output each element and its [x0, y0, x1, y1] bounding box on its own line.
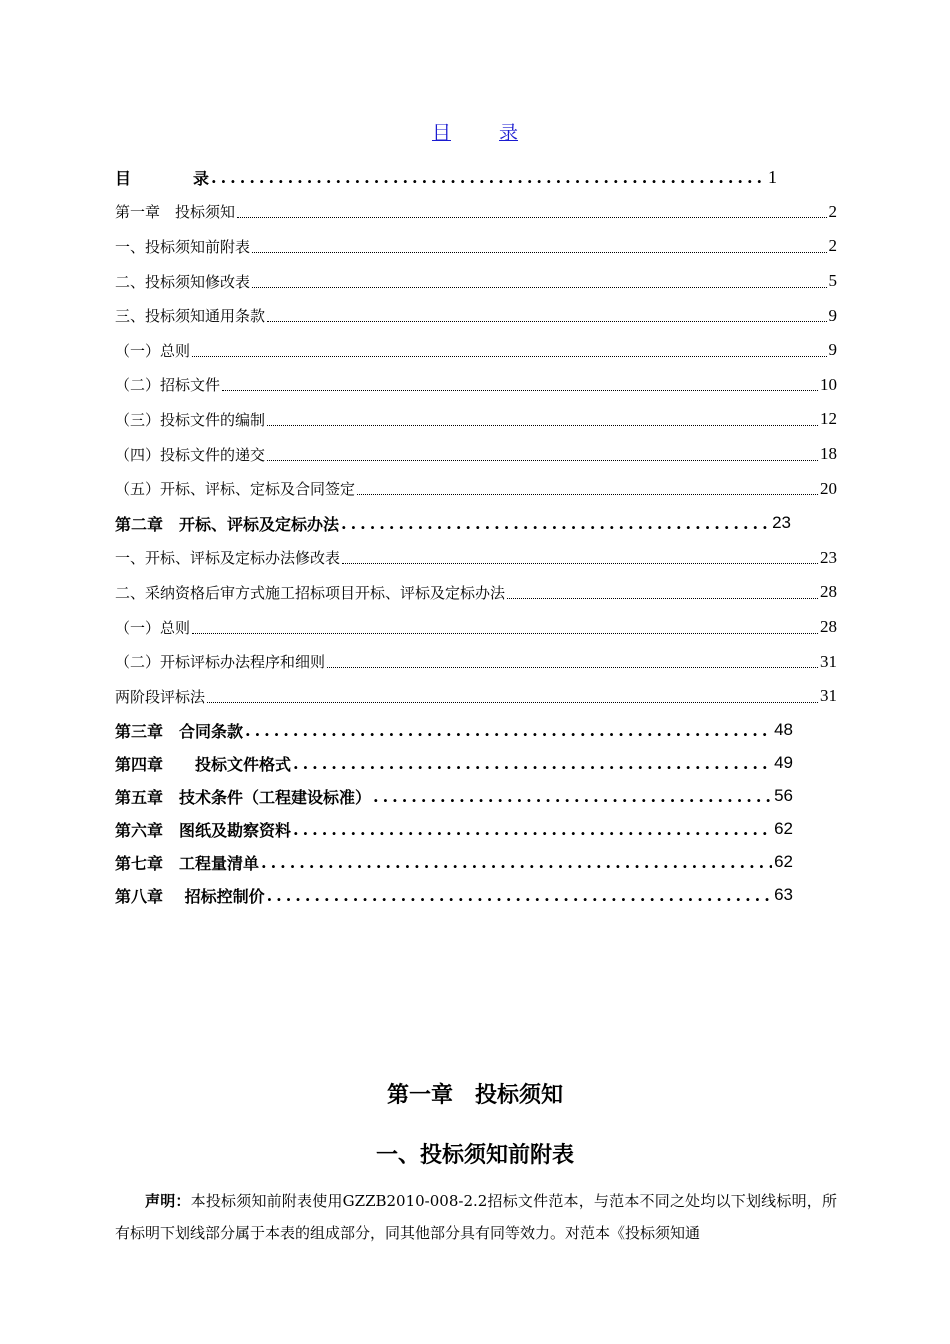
toc-entry-page: 49 [774, 753, 793, 772]
toc-entry-label: （一）总则 [115, 341, 191, 360]
toc-entry[interactable] [115, 610, 837, 645]
toc-leader [252, 287, 826, 288]
toc-entry-label: （一）总则 [115, 618, 191, 637]
toc-entry-label: （二）开标评标办法程序和细则 [115, 653, 326, 672]
toc-entry-label: 一、开标、评标及定标办法修改表 [115, 549, 341, 568]
toc-entry-page: 63 [774, 885, 793, 904]
toc-entry-label: （四）投标文件的递交 [115, 445, 266, 464]
toc-entry-label: 第三章 合同条款 [115, 721, 244, 741]
toc-leader [267, 425, 818, 426]
toc-entry-chapter-1[interactable] [115, 195, 837, 230]
toc-entry-label: 第八章 招标控制价 [115, 886, 265, 906]
toc-leader [192, 356, 826, 357]
toc-entry-label: 二、投标须知修改表 [115, 272, 251, 291]
toc-entry-page: 23 [772, 513, 791, 533]
toc-entry-chapter-8[interactable] [115, 879, 793, 912]
toc-leader [327, 667, 818, 668]
toc-entry-label: 二、采纳资格后审方式施工招标项目开标、评标及定标办法 [115, 583, 506, 602]
toc-entry-page: 28 [820, 617, 837, 637]
toc-entry-page: 9 [828, 340, 837, 360]
toc-entry[interactable] [115, 229, 837, 264]
table-of-contents [115, 160, 837, 912]
toc-entry-page: 62 [774, 852, 793, 871]
toc-entry-page: 56 [774, 786, 793, 805]
toc-entry[interactable] [115, 298, 837, 333]
toc-entry-label: 录 [193, 168, 210, 188]
toc-leader [261, 853, 772, 872]
toc-leader [507, 598, 818, 599]
toc-entry[interactable] [115, 575, 837, 610]
toc-leader [207, 702, 818, 703]
toc-leader [293, 820, 772, 839]
toc-entry-chapter-7[interactable] [115, 846, 793, 879]
paragraph-lead: 声明： [145, 1192, 191, 1210]
toc-entry-page: 18 [820, 444, 837, 464]
toc-entry[interactable] [115, 264, 837, 299]
toc-title [0, 118, 950, 145]
toc-leader [267, 460, 818, 461]
toc-entry-label: 第五章 技术条件（工程建设标准） [115, 787, 372, 807]
toc-entry-chapter-4[interactable] [115, 747, 793, 780]
toc-entry-page: 62 [774, 819, 793, 838]
toc-entry-page: 12 [820, 409, 837, 429]
toc-entry-label: 目 [115, 168, 132, 188]
paragraph-text: 本投标须知前附表使用GZZB2010-008-2.2招标文件范本，与范本不同之处均以下划线标明，所有标明下划线部分属于本表的组成部分，同其他部分具有同等效力。对范本《投标须知通 [115, 1192, 837, 1242]
toc-leader [211, 168, 766, 187]
toc-entry-label: （三）投标文件的编制 [115, 410, 266, 429]
toc-entry-page: 20 [820, 478, 837, 498]
toc-entry-label: 一、投标须知前附表 [115, 237, 251, 256]
toc-entry[interactable] [115, 644, 837, 679]
toc-leader [373, 787, 772, 806]
toc-entry-page: 28 [820, 582, 837, 602]
toc-leader [342, 563, 818, 564]
toc-entry-chapter-5[interactable] [115, 780, 793, 813]
toc-leader [192, 633, 818, 634]
toc-entry[interactable] [115, 679, 837, 714]
toc-leader [222, 390, 818, 391]
toc-entry-page: 31 [820, 686, 837, 706]
toc-entry-label: 第四章 投标文件格式 [115, 754, 292, 774]
toc-entry[interactable] [115, 471, 837, 506]
toc-entry-page: 10 [820, 374, 837, 394]
toc-leader [245, 721, 772, 740]
toc-entry-contents[interactable] [115, 160, 777, 195]
toc-entry-label: 两阶段评标法 [115, 687, 206, 706]
body-paragraph [115, 1185, 837, 1249]
toc-entry-label: （二）招标文件 [115, 376, 221, 395]
toc-entry[interactable] [115, 402, 837, 437]
toc-entry-page: 1 [768, 166, 777, 187]
section-heading: 一、投标须知前附表 [375, 1142, 574, 1168]
toc-entry-chapter-3[interactable] [115, 714, 793, 747]
toc-entry-label: （五）开标、评标、定标及合同签定 [115, 480, 356, 499]
toc-entry-page: 48 [774, 720, 793, 739]
toc-entry[interactable] [115, 333, 837, 368]
toc-entry-chapter-2[interactable] [115, 506, 791, 541]
toc-entry-page: 23 [820, 547, 837, 567]
toc-leader [267, 321, 826, 322]
toc-entry-page: 2 [828, 236, 837, 256]
toc-entry[interactable] [115, 368, 837, 403]
toc-leader [252, 252, 826, 253]
toc-entry-page: 5 [828, 271, 837, 291]
toc-entry[interactable] [115, 437, 837, 472]
toc-entry-label: 第七章 工程量清单 [115, 853, 260, 873]
toc-leader [237, 217, 826, 218]
toc-leader [267, 886, 773, 905]
toc-entry-chapter-6[interactable] [115, 813, 793, 846]
toc-leader [341, 514, 770, 533]
toc-entry-label: 第一章 投标须知 [115, 203, 236, 222]
toc-entry-page: 9 [828, 305, 837, 325]
toc-title-link[interactable]: 目 录 [431, 122, 519, 144]
toc-entry-label: 第六章 图纸及勘察资料 [115, 820, 292, 840]
toc-entry[interactable] [115, 541, 837, 576]
toc-leader [293, 754, 772, 773]
toc-entry-label: 三、投标须知通用条款 [115, 307, 266, 326]
toc-leader [357, 494, 818, 495]
chapter-heading: 第一章 投标须知 [386, 1082, 563, 1108]
toc-entry-label: 第二章 开标、评标及定标办法 [115, 514, 340, 534]
toc-entry-page: 31 [820, 651, 837, 671]
toc-entry-page: 2 [828, 201, 837, 221]
